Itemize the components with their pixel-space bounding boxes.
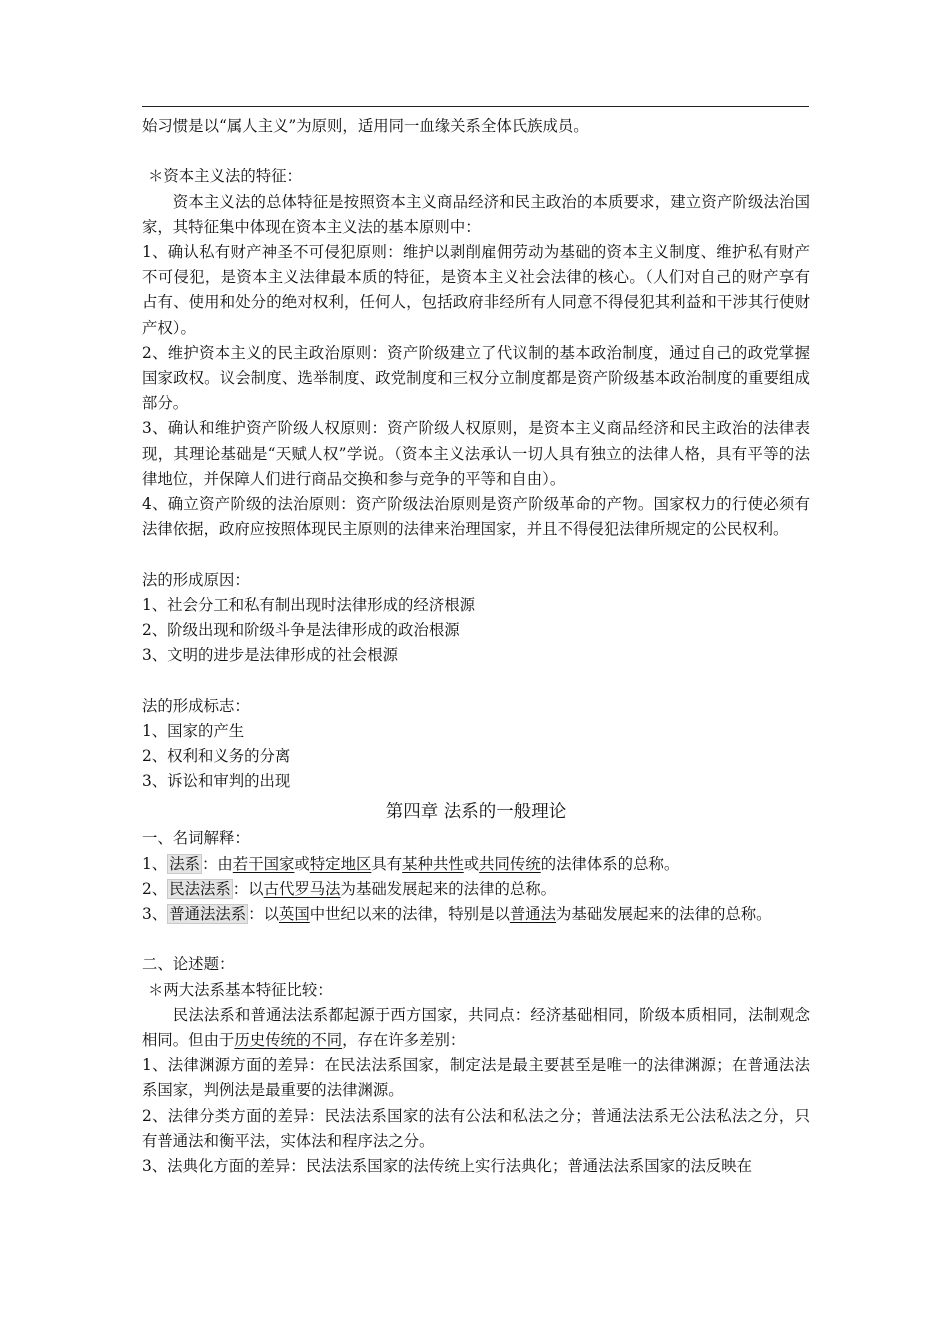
terms-heading: 一、名词解释： [142,829,250,848]
comparison-item: 1、法律渊源方面的差异：在民法法系国家，制定法是最主要甚至是唯一的法律渊源；在普通法法系国家，判例法是最重要的法律渊源。 [142,1056,810,1100]
essay-heading: 二、论述题： [142,955,235,974]
formation-sign-item: 2、权利和义务的分离 [142,747,291,766]
capitalist-law-intro: 资本主义法的总体特征是按照资本主义商品经济和民主政治的本质要求，建立资产阶级法治国家，其特征集中体现在资本主义法的基本原则中： [142,192,810,236]
term-highlight: 民法法系 [169,879,231,898]
term-number: 2、 [142,879,168,898]
formation-sign-item: 1、国家的产生 [142,721,245,740]
underlined-keyword: 历史传统的不同 [234,1031,343,1050]
term-text: 具有 [371,854,403,873]
formation-sign-item: 3、诉讼和审判的出现 [142,772,291,791]
term-text: 由 [217,854,233,873]
section-heading-formation-causes: 法的形成原因： [142,570,250,589]
term-definition [142,852,810,877]
underlined-keyword: 普通法 [509,905,557,924]
term-text: 或 [463,854,480,873]
term-colon: ： [201,854,218,873]
page-content [142,114,810,1179]
term-number: 3、 [142,905,168,924]
blank-line [142,139,810,164]
comparison-item: 2、法律分类方面的差异：民法法系国家的法有公法和私法之分；普通法法系无公法私法之分，只有普通法和衡平法，实体法和程序法之分。 [142,1106,810,1150]
formation-cause-item: 1、社会分工和私有制出现时法律形成的经济根源 [142,595,475,614]
formation-cause-item: 3、文明的进步是法律形成的社会根源 [142,646,399,665]
underlined-keyword: 古代罗马法 [263,879,341,898]
section-heading-formation-signs: 法的形成标志： [142,696,250,715]
underlined-keyword: 某种共性 [402,854,464,873]
capitalist-law-item: 1、确认私有财产神圣不可侵犯原则：维护以剥削雇佣劳动为基础的资本主义制度、维护私有财产不可侵犯，是资本主义法律最本质的特征，是资本主义社会法律的核心。（人们对自己的财产享有占有、使用和处分的绝对权利，任何人，包括政府非经所有人同意不得侵犯其利益和干涉其行使财产权）。 [142,243,810,337]
term-definition [142,877,810,902]
underlined-keyword: 英国 [278,905,310,924]
blank-line [142,542,810,567]
formation-cause-item: 2、阶级出现和阶级斗争是法律形成的政治根源 [142,621,460,640]
intro-text: 民法法系和普通法法系都起源于西方国家，共同点：经济基础相同，阶级本质相同，法制观念相同。但由于 [142,1005,810,1050]
term-text: 为基础发展起来的法律的总称。 [340,879,557,898]
capitalist-law-item: 2、维护资本主义的民主政治原则：资产阶级建立了代议制的基本政治制度，通过自己的政党掌握国家政权。议会制度、选举制度、政党制度和三权分立制度都是资产阶级基本政治制度的重要组成部分。 [142,343,810,413]
underlined-keyword: 共同传统 [479,854,541,873]
capitalist-law-item: 4、确立资产阶级的法治原则：资产阶级法治原则是资产阶级革命的产物。国家权力的行使必须有法律依据，政府应按照体现民主原则的法律来治理国家，并且不得侵犯法律所规定的公民权利。 [142,495,810,539]
term-text: 的法律体系的总称。 [540,854,680,873]
comparison-heading: ＊两大法系基本特征比较： [148,980,333,999]
term-text: 以 [263,905,279,924]
comparison-item: 3、法典化方面的差异：民法法系国家的法传统上实行法典化；普通法法系国家的法反映在 [142,1157,753,1176]
term-highlight: 普通法法系 [169,905,247,924]
blank-line [142,668,810,693]
comparison-intro [142,1003,810,1053]
term-colon: ： [232,879,249,898]
capitalist-law-item: 3、确认和维护资产阶级人权原则：资产阶级人权原则，是资本主义商品经济和民主政治的法律表现，其理论基础是“天赋人权”学说。（资本主义法承认一切人具有独立的法律人格，具有平等的法律地位，并保障人们进行商品交换和参与竞争的平等和自由）。 [142,419,810,488]
term-text: 为基础发展起来的法律的总称。 [556,905,772,924]
continuation-line: 始习惯是以“属人主义”为原则，适用同一血缘关系全体氏族成员。 [142,117,589,135]
term-text: 中世纪以来的法律，特别是以 [309,905,510,924]
intro-text: ，存在许多差别： [342,1031,466,1050]
chapter-title: 第四章 法系的一般理论 [385,802,567,823]
term-colon: ： [248,905,264,924]
section-heading-capitalist-law: ＊资本主义法的特征： [148,167,302,186]
term-text: 或 [294,854,310,873]
underlined-keyword: 若干国家 [232,854,295,873]
header-rule [142,106,809,107]
term-highlight: 法系 [169,854,200,873]
term-text: 以 [248,879,264,898]
term-number: 1、 [142,854,168,873]
underlined-keyword: 特定地区 [309,854,372,873]
term-definition [142,902,810,927]
blank-line [142,927,810,952]
